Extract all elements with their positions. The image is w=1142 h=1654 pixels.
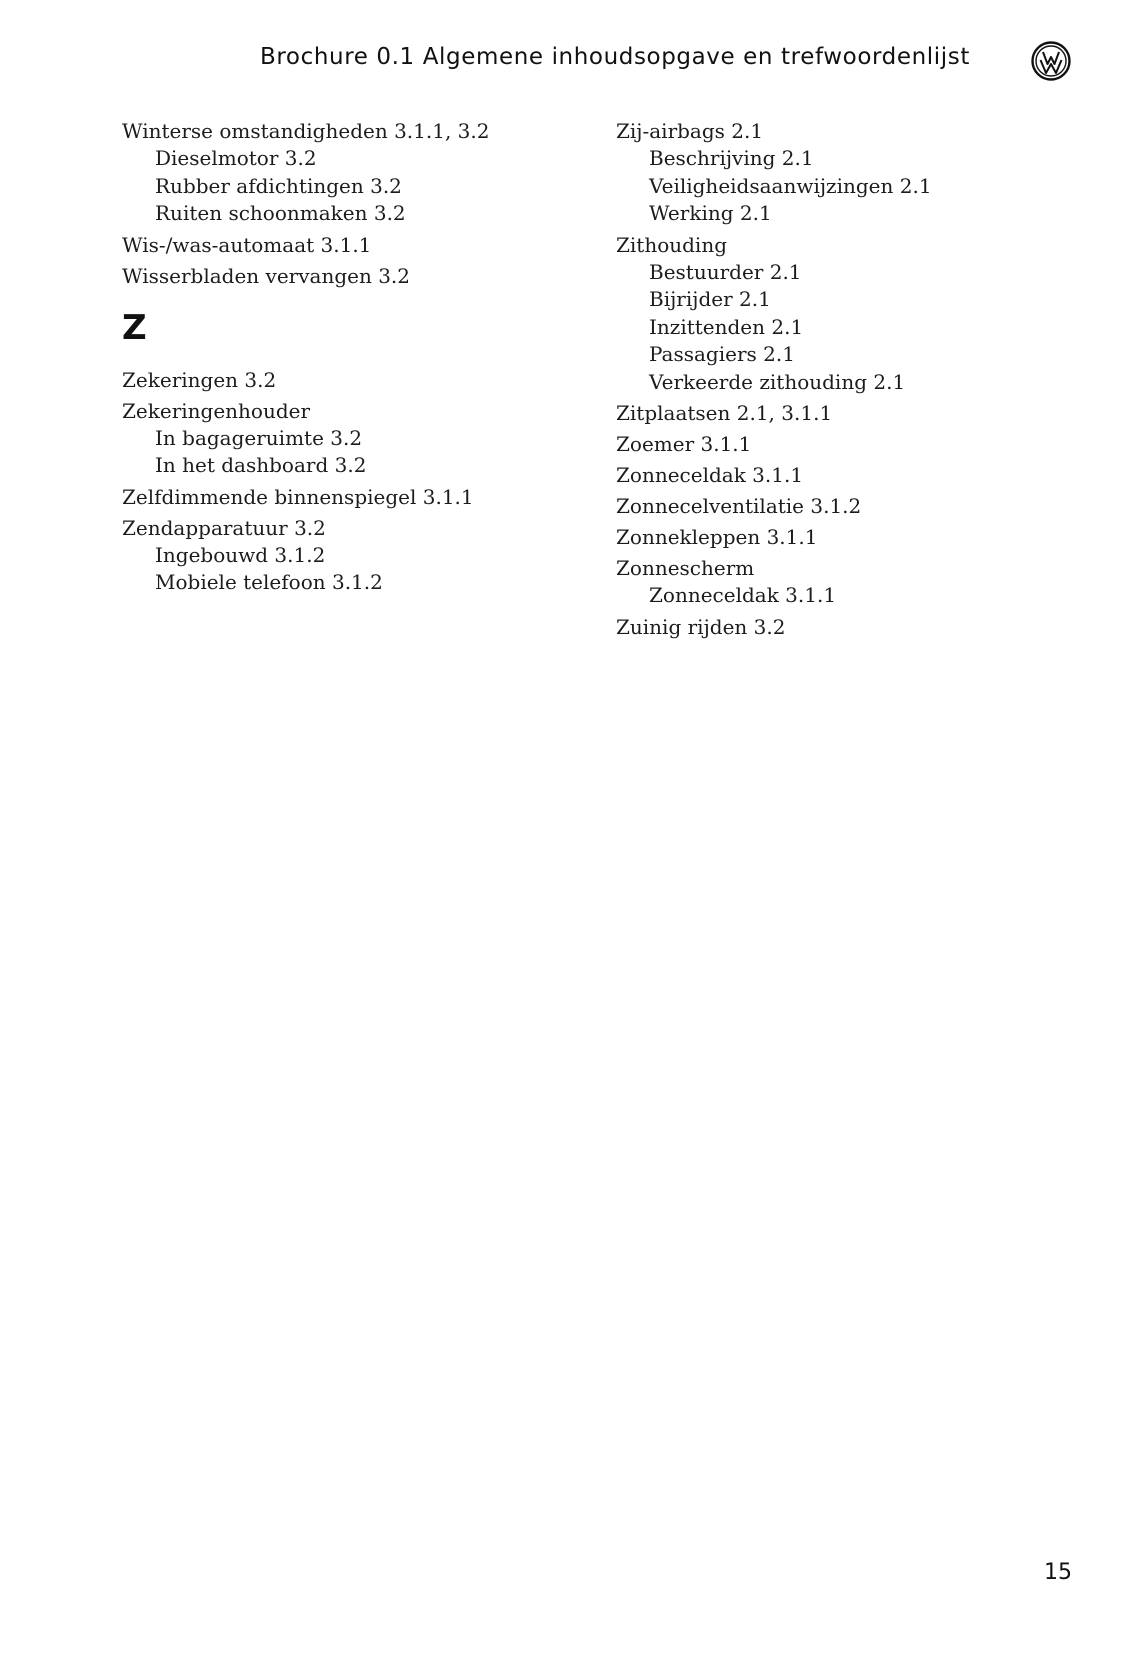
- index-subentry: Ingebouwd 3.1.2: [155, 542, 326, 567]
- index-subentry: Beschrijving 2.1: [649, 146, 814, 170]
- index-subentry: Inzittenden 2.1: [649, 314, 804, 339]
- index-subentry: Dieselmotor 3.2: [155, 146, 317, 170]
- index-subentry: Ruiten schoonmaken 3.2: [155, 201, 406, 225]
- index-subentry: Zonneceldak 3.1.1: [649, 583, 837, 607]
- vw-logo-icon: [1030, 40, 1072, 82]
- index-entry: Zekeringenhouder: [122, 398, 311, 423]
- index-column-left: [122, 114, 490, 597]
- index-group-z-continued: [616, 117, 932, 641]
- index-column-right: [616, 114, 932, 641]
- index-subentry: Mobiele telefoon 3.1.2: [155, 570, 383, 594]
- index-entry: Winterse omstandigheden 3.1.1, 3.2: [122, 119, 490, 143]
- index-subentry: Werking 2.1: [649, 201, 772, 225]
- index-entry: Wisserbladen vervangen 3.2: [122, 263, 411, 288]
- index-entry: Zij-airbags 2.1: [616, 119, 764, 143]
- index-group-w: [122, 117, 490, 290]
- index-entry: Zoemer 3.1.1: [616, 432, 752, 456]
- index-subentry: Veiligheidsaanwijzingen 2.1: [649, 173, 932, 198]
- index-entry: Zonnecelventilatie 3.1.2: [616, 494, 862, 518]
- index-entry: Wis-/was-automaat 3.1.1: [122, 232, 372, 257]
- index-entry: Zithouding: [616, 232, 728, 257]
- index-entry: Zuinig rijden 3.2: [616, 614, 786, 639]
- index-subentry: Bijrijder 2.1: [649, 287, 771, 311]
- index-subentry: In bagageruimte 3.2: [155, 425, 363, 450]
- index-group-z: [122, 366, 490, 597]
- index-subentry: Bestuurder 2.1: [649, 259, 802, 284]
- index-entry: Zonnekleppen 3.1.1: [616, 525, 818, 549]
- section-letter-z: Z: [122, 307, 147, 348]
- index-entry: Zendapparatuur 3.2: [122, 515, 326, 540]
- index-entry: Zelfdimmende binnenspiegel 3.1.1: [122, 484, 474, 509]
- index-subentry: In het dashboard 3.2: [155, 453, 367, 477]
- index-subentry: Verkeerde zithouding 2.1: [649, 369, 906, 394]
- page-header-title: Brochure 0.1 Algemene inhoudsopgave en trefwoordenlijst: [260, 44, 970, 70]
- index-subentry: Rubber afdichtingen 3.2: [155, 173, 402, 198]
- index-subentry: Passagiers 2.1: [649, 342, 795, 366]
- index-entry: Zitplaatsen 2.1, 3.1.1: [616, 401, 833, 425]
- page-number: 15: [1044, 1560, 1072, 1585]
- index-entry: Zonneceldak 3.1.1: [616, 463, 804, 487]
- index-entry: Zekeringen 3.2: [122, 367, 277, 392]
- index-entry: Zonnescherm: [616, 556, 755, 580]
